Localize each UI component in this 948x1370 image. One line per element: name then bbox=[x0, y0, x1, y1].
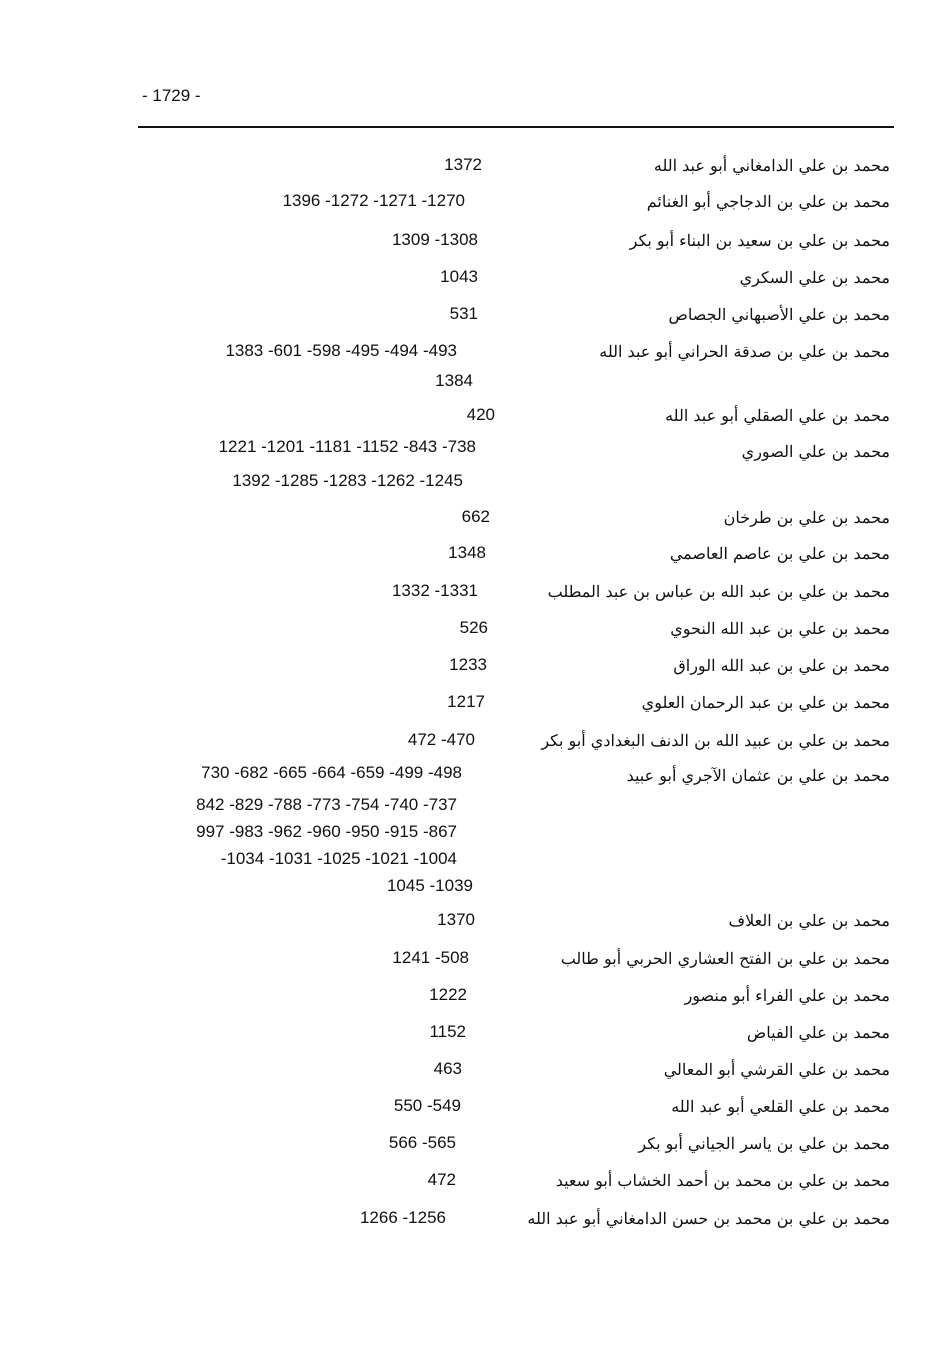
entry-name: محمد بن علي بن عبد الله الوراق bbox=[673, 656, 890, 675]
entry-pages: 526 bbox=[459, 618, 488, 637]
entry-pages: 730 -682 -665 -664 -659 -499 -498 bbox=[201, 763, 462, 782]
entry-pages: 1233 bbox=[449, 655, 487, 674]
entry-name: محمد بن علي بن محمد بن حسن الدامغاني أبو عبد الله bbox=[527, 1209, 890, 1228]
entry-name: محمد بن علي الفراء أبو منصور bbox=[684, 986, 890, 1005]
entry-pages: 1043 bbox=[440, 267, 478, 286]
entry-pages: -1034 -1031 -1025 -1021 -1004 bbox=[220, 849, 457, 868]
entry-pages: 472 bbox=[427, 1170, 456, 1189]
entry-name: محمد بن علي بن الفتح العشاري الحربي أبو طالب bbox=[560, 949, 890, 968]
entry-pages: 1384 bbox=[435, 371, 473, 390]
entry-pages: 1348 bbox=[448, 543, 486, 562]
entry-pages: 1152 bbox=[429, 1022, 466, 1041]
entry-name: محمد بن علي بن عبيد الله بن الدنف البغدادي أبو بكر bbox=[541, 731, 890, 750]
entry-pages: 1392 -1285 -1283 -1262 -1245 bbox=[232, 471, 463, 490]
entry-name: محمد بن علي بن ياسر الجياني أبو بكر bbox=[638, 1134, 890, 1153]
entry-pages: 1217 bbox=[447, 692, 485, 711]
entry-name: محمد بن علي القرشي أبو المعالي bbox=[663, 1060, 890, 1079]
entry-pages: 1266 -1256 bbox=[359, 1208, 446, 1227]
entry-pages: 1222 bbox=[429, 985, 467, 1004]
entry-pages: 420 bbox=[466, 405, 495, 424]
entry-name: محمد بن علي القلعي أبو عبد الله bbox=[671, 1097, 890, 1116]
entry-pages: 1332 -1331 bbox=[391, 581, 478, 600]
entry-pages: 566 -565 bbox=[388, 1133, 456, 1152]
page-number: - 1729 - bbox=[142, 86, 201, 105]
entry-name: محمد بن علي بن سعيد بن البناء أبو بكر bbox=[629, 231, 890, 250]
entry-name: محمد بن علي بن العلاف bbox=[728, 911, 890, 930]
entry-name: محمد بن علي بن عبد الله النحوي bbox=[670, 619, 890, 638]
entry-name: محمد بن علي بن طرخان bbox=[723, 508, 890, 527]
entry-name: محمد بن علي بن عاصم العاصمي bbox=[669, 544, 890, 563]
entry-name: محمد بن علي الصقلي أبو عبد الله bbox=[665, 406, 890, 425]
entry-name: محمد بن علي بن الدجاجي أبو الغنائم bbox=[646, 192, 890, 211]
entry-pages: 1396 -1272 -1271 -1270 bbox=[282, 191, 465, 210]
entry-pages: 472 -470 bbox=[407, 730, 475, 749]
entry-pages: 1221 -1201 -1181 -1152 -843 -738 bbox=[218, 437, 476, 456]
entry-name: محمد بن علي الأصبهاني الجصاص bbox=[668, 305, 890, 324]
entry-pages: 997 -983 -962 -960 -950 -915 -867 bbox=[196, 822, 457, 841]
entry-pages: 1241 -508 bbox=[392, 948, 469, 967]
entry-name: محمد بن علي بن عبد الله بن عباس بن عبد المطلب bbox=[547, 582, 890, 601]
entry-pages: 1383 -601 -598 -495 -494 -493 bbox=[225, 341, 457, 360]
entry-pages: 1309 -1308 bbox=[391, 230, 478, 249]
entry-pages: 1372 bbox=[444, 155, 482, 174]
entry-pages: 550 -549 bbox=[393, 1096, 461, 1115]
entry-name: محمد بن علي الفياض bbox=[746, 1023, 890, 1042]
entry-pages: 463 bbox=[433, 1059, 462, 1078]
entry-name: محمد بن علي الدامغاني أبو عبد الله bbox=[653, 156, 890, 175]
entry-name: محمد بن علي بن محمد بن أحمد الخشاب أبو سعيد bbox=[555, 1171, 890, 1190]
entry-name: محمد بن علي بن عبد الرحمان العلوي bbox=[641, 693, 890, 712]
entry-pages: 662 bbox=[461, 507, 490, 526]
entry-name: محمد بن علي بن عثمان الآجري أبو عبيد bbox=[626, 766, 890, 785]
entry-name: محمد بن علي بن صدقة الحراني أبو عبد الله bbox=[599, 342, 890, 361]
entry-pages: 531 bbox=[449, 304, 478, 323]
entry-pages: 1045 -1039 bbox=[386, 876, 473, 895]
entry-pages: 842 -829 -788 -773 -754 -740 -737 bbox=[196, 795, 457, 814]
entry-name: محمد بن علي السكري bbox=[739, 268, 890, 287]
entry-name: محمد بن علي الصوري bbox=[741, 442, 890, 461]
entry-pages: 1370 bbox=[437, 910, 475, 929]
